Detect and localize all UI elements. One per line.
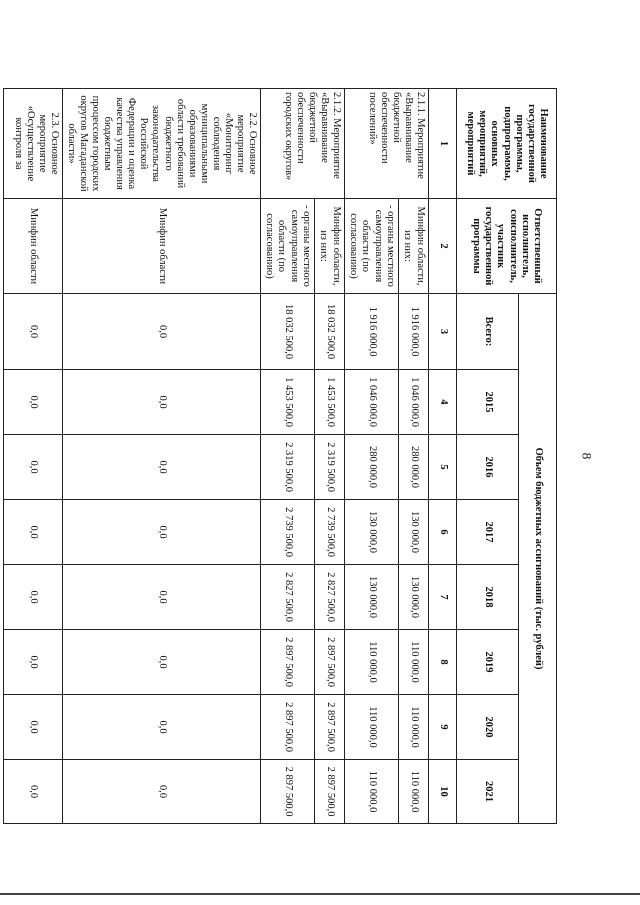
- cell-value: 110 000,0: [345, 695, 399, 760]
- cell-value: 2 897 500,0: [315, 760, 345, 824]
- header-budget: Объем бюджетных ассигнований (тыс. рублей): [519, 294, 557, 824]
- row-name: 2.2. Основное мероприятие «Мониторинг соблюдения муниципальными образованиями области требований бюджетного законодательства Российской Федерации и оценка качества управления бюджетным процессом городских округов Магаданской области»: [63, 89, 261, 199]
- cell-value: 110 000,0: [399, 695, 429, 760]
- table-row: [63, 89, 261, 824]
- cell-value: 1 453 500,0: [315, 370, 345, 435]
- cell-value: 280 000,0: [399, 435, 429, 500]
- cell-value: 0,0: [4, 565, 63, 630]
- header-total: Всего:: [457, 294, 519, 370]
- header-year: 2015: [457, 370, 519, 435]
- column-number: 5: [429, 435, 457, 500]
- table-row: [345, 89, 399, 824]
- row-executor: Минфин области, из них:: [399, 199, 429, 294]
- cell-value: 2 319 500,0: [261, 435, 315, 500]
- row-name: 2.3. Основное мероприятие «Осуществление контроля за: [4, 89, 63, 199]
- cell-value: 0,0: [4, 630, 63, 695]
- cell-value: 0,0: [63, 435, 261, 500]
- column-number: 8: [429, 630, 457, 695]
- cell-value: 18 032 500,0: [261, 294, 315, 370]
- cell-value: 2 319 500,0: [315, 435, 345, 500]
- page-number: 8: [579, 452, 595, 460]
- column-number: 2: [429, 199, 457, 294]
- table-row: [399, 89, 429, 824]
- table-row: [261, 89, 315, 824]
- cell-value: 110 000,0: [345, 760, 399, 824]
- column-number: 6: [429, 500, 457, 565]
- cell-value: 0,0: [63, 760, 261, 824]
- column-number: 3: [429, 294, 457, 370]
- header-year: 2017: [457, 500, 519, 565]
- column-number: 7: [429, 565, 457, 630]
- cell-value: 0,0: [4, 500, 63, 565]
- cell-value: 0,0: [63, 630, 261, 695]
- row-executor: Минфин области: [4, 199, 63, 294]
- budget-table: [3, 88, 557, 824]
- column-number: 1: [429, 89, 457, 199]
- header-year: 2021: [457, 760, 519, 824]
- cell-value: 2 897 500,0: [315, 630, 345, 695]
- cell-value: 1 916 000,0: [399, 294, 429, 370]
- cell-value: 130 000,0: [345, 500, 399, 565]
- header-name: Наименование государственной программы, подпрограммы, основных мероприятий, мероприятий: [457, 89, 557, 199]
- cell-value: 2 827 500,0: [315, 565, 345, 630]
- cell-value: 0,0: [63, 370, 261, 435]
- header-year: 2016: [457, 435, 519, 500]
- row-executor: - органы местного самоуправления области (по согласованию): [261, 199, 315, 294]
- cell-value: 1 046 000,0: [399, 370, 429, 435]
- header-year: 2020: [457, 695, 519, 760]
- cell-value: 0,0: [63, 500, 261, 565]
- cell-value: 280 000,0: [345, 435, 399, 500]
- cell-value: 0,0: [63, 695, 261, 760]
- cell-value: 2 897 500,0: [261, 630, 315, 695]
- column-number: 10: [429, 760, 457, 824]
- cell-value: 0,0: [63, 565, 261, 630]
- cell-value: 1 453 500,0: [261, 370, 315, 435]
- cell-value: 110 000,0: [399, 630, 429, 695]
- cell-value: 110 000,0: [345, 630, 399, 695]
- cell-value: 2 827 500,0: [261, 565, 315, 630]
- row-executor: Минфин области: [63, 199, 261, 294]
- cell-value: 0,0: [4, 695, 63, 760]
- bottom-rule: [0, 893, 640, 895]
- cell-value: 2 897 500,0: [261, 695, 315, 760]
- cell-value: 0,0: [4, 370, 63, 435]
- cell-value: 0,0: [4, 760, 63, 824]
- cell-value: 18 032 500,0: [315, 294, 345, 370]
- cell-value: 0,0: [4, 294, 63, 370]
- cell-value: 0,0: [4, 435, 63, 500]
- header-year: 2019: [457, 630, 519, 695]
- column-number: 9: [429, 695, 457, 760]
- cell-value: 110 000,0: [399, 760, 429, 824]
- row-executor: Минфин области, из них:: [315, 199, 345, 294]
- cell-value: 130 000,0: [399, 500, 429, 565]
- cell-value: 1 916 000,0: [345, 294, 399, 370]
- header-executor: Ответственный исполнитель, соисполнитель, участник государственной программы: [457, 199, 557, 294]
- cell-value: 1 046 000,0: [345, 370, 399, 435]
- table-row: [315, 89, 345, 824]
- column-number: 4: [429, 370, 457, 435]
- cell-value: 130 000,0: [399, 565, 429, 630]
- cell-value: 2 897 500,0: [261, 760, 315, 824]
- cell-value: 2 739 500,0: [261, 500, 315, 565]
- row-name: 2.1.2. Мероприятие «Выравнивание бюджетной обеспеченности городских округов»: [261, 89, 345, 199]
- table-row: [4, 89, 63, 824]
- cell-value: 130 000,0: [345, 565, 399, 630]
- cell-value: 0,0: [63, 294, 261, 370]
- cell-value: 2 897 500,0: [315, 695, 345, 760]
- row-executor: - органы местного самоуправления области (по согласованию): [345, 199, 399, 294]
- cell-value: 2 739 500,0: [315, 500, 345, 565]
- header-year: 2018: [457, 565, 519, 630]
- row-name: 2.1.1. Мероприятие «Выравнивание бюджетной обеспеченности поселений»: [345, 89, 429, 199]
